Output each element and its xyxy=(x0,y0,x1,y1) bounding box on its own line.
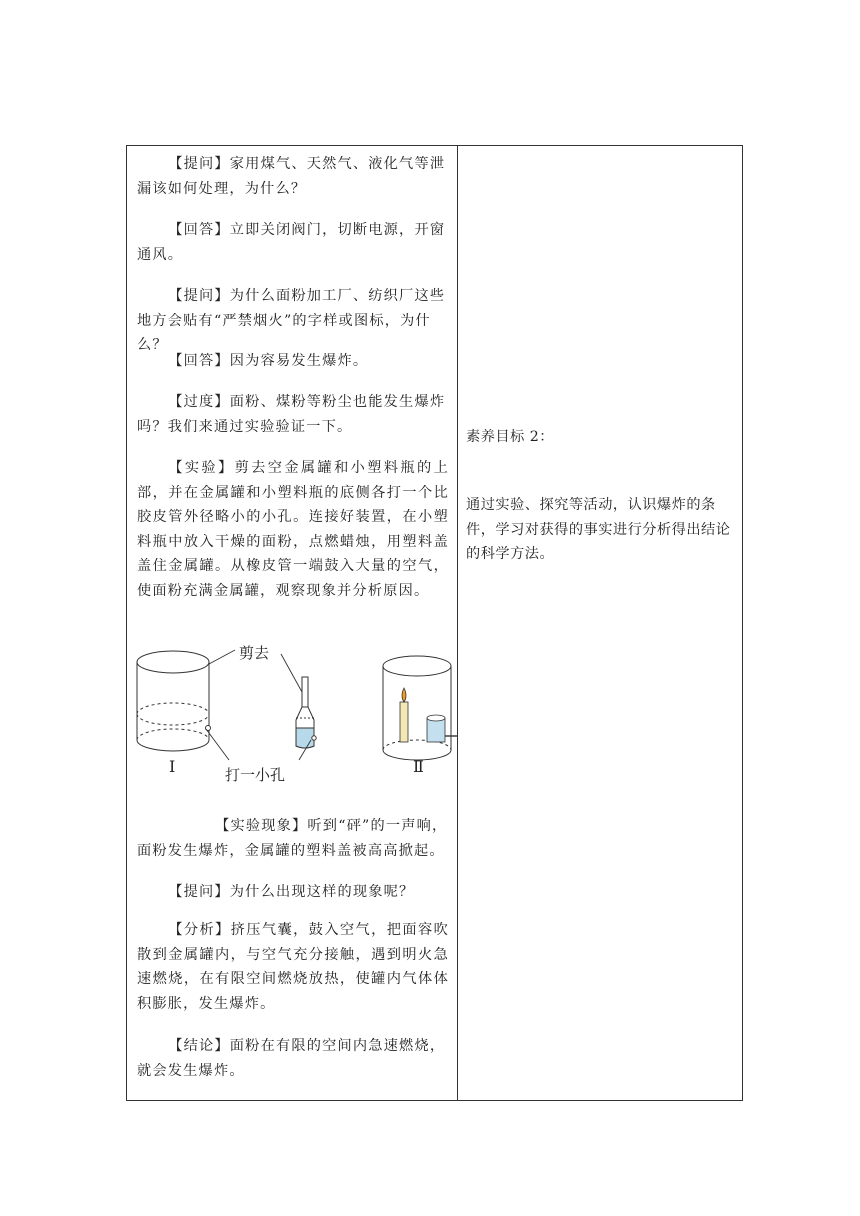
metal-can-2 xyxy=(383,656,451,760)
teaching-process-column xyxy=(127,146,457,1100)
literacy-goal-column xyxy=(458,146,742,1100)
goal-text: 通过实验、探究等活动，认识爆炸的条件，学习对获得的事实进行分析得出结论的科学方法。 xyxy=(466,497,731,562)
paragraph-analysis: 【分析】挤压气囊，鼓入空气，把面容吹散到金属罐内，与空气充分接触，遇到明火急速燃烧，在有限空间燃烧放热，使罐内气体体积膨胀，发生爆炸。 xyxy=(137,922,449,1012)
paragraph-question-2: 【提问】为什么面粉加工厂、纺织厂这些地方会贴有“严禁烟火”的字样或图标，为什么？ xyxy=(137,288,446,353)
small-bottle-in-can xyxy=(427,715,445,742)
hole-label: 打一小孔 xyxy=(225,766,286,784)
paragraph-conclusion: 【结论】面粉在有限的空间内急速燃烧，就会发生爆炸。 xyxy=(137,1038,446,1079)
paragraph-answer-2: 【回答】因为容易发生爆炸。 xyxy=(168,353,369,369)
candle xyxy=(400,688,408,742)
paragraph-question-3: 【提问】为什么出现这样的现象呢？ xyxy=(168,884,415,900)
cut-label: 剪去 xyxy=(239,644,270,662)
figure-label-2: Ⅱ xyxy=(413,757,424,776)
goal-title: 素养目标 2： xyxy=(466,429,554,445)
experiment-apparatus-figure xyxy=(131,632,457,792)
figure-label-1: I xyxy=(169,757,176,776)
paragraph-transition: 【过度】面粉、煤粉等粉尘也能发生爆炸吗？我们来通过实验验证一下。 xyxy=(137,394,446,435)
paragraph-phenomenon: 【实验现象】听到“砰”的一声响，面粉发生爆炸，金属罐的塑料盖被高高掀起。 xyxy=(137,818,448,859)
leader-lines xyxy=(206,650,311,760)
lesson-table xyxy=(126,145,743,1101)
plastic-bottle xyxy=(296,677,316,748)
paragraph-question-1: 【提问】家用煤气、天然气、液化气等泄漏该如何处理，为什么？ xyxy=(137,156,446,197)
paragraph-answer-1: 【回答】立即关闭阀门，切断电源，开窗通风。 xyxy=(137,222,446,263)
metal-can-1 xyxy=(137,651,211,751)
paragraph-experiment: 【实验】剪去空金属罐和小塑料瓶的上部，并在金属罐和小塑料瓶的底侧各打一个比胶皮管外径略小的小孔。连接好装置，在小塑料瓶中放入干燥的面粉，点燃蜡烛，用塑料盖盖住金属罐。从橡皮管一端鼓入大量的空气，使面粉充满金属罐，观察现象并分析原因。 xyxy=(137,460,449,599)
